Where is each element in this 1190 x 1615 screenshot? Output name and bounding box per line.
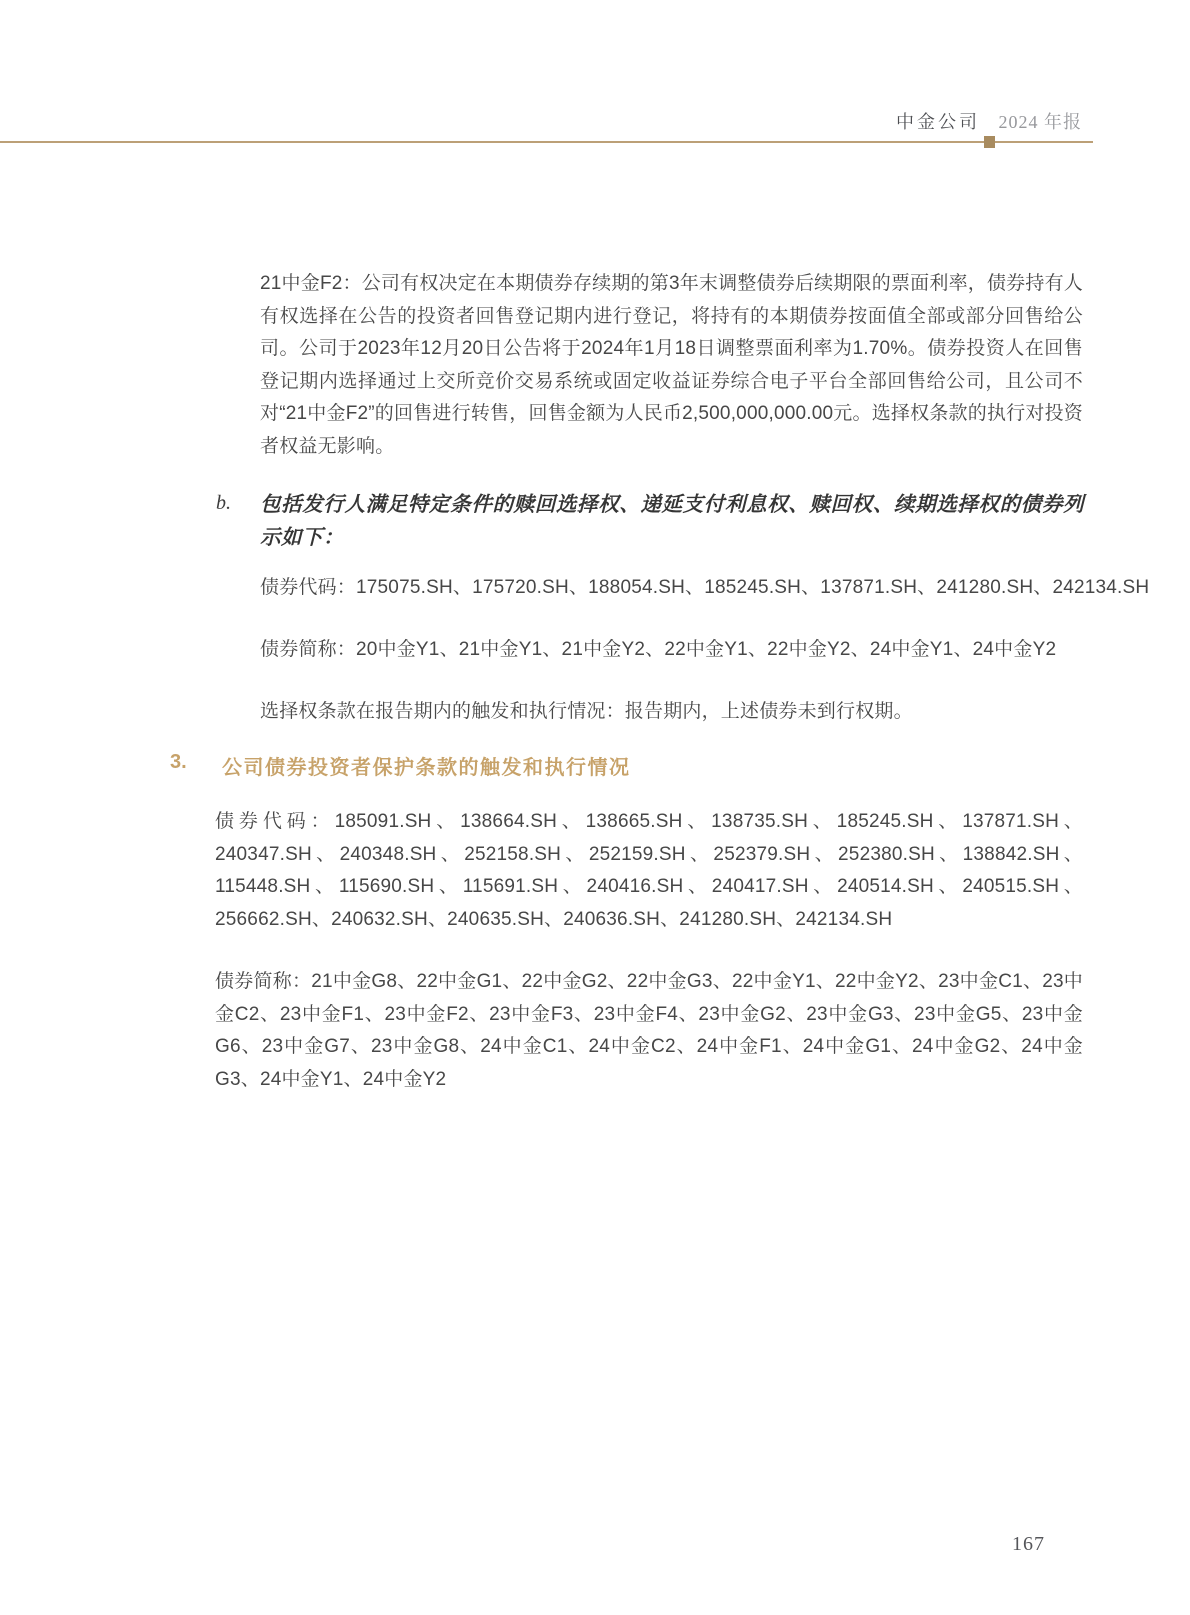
- bond-codes-line-b: 债券代码：175075.SH、175720.SH、188054.SH、185245.SH、137871.SH、241280.SH、242134.SH: [260, 577, 1150, 598]
- page-number: 167: [1012, 1533, 1045, 1555]
- section-3-bond-codes: 债券代码：185091.SH、138664.SH、138665.SH、138735.SH、185245.SH、137871.SH、240347.SH、240348.SH、252158.SH、252159.SH、252379.SH、252380.SH、138842.SH、115448.SH、115690.SH、115691.SH、240416.SH、240417.SH、240514.SH、240515.SH、256662.SH、240632.SH、240635.SH、240636.SH、241280.SH、242134.SH: [215, 811, 1083, 930]
- header-company-name: 中金公司: [896, 112, 980, 132]
- header-divider-rule: [0, 141, 1093, 143]
- bond-names-line-b: 债券简称：20中金Y1、21中金Y1、21中金Y2、22中金Y1、22中金Y2、24中金Y1、24中金Y2: [260, 639, 1057, 660]
- item-b-marker: b.: [216, 492, 231, 514]
- header-rule-square-icon: [984, 136, 995, 148]
- page-header: [896, 108, 1082, 134]
- section-3-number: 3.: [170, 751, 187, 773]
- section-3-bond-names: 债券简称：21中金G8、22中金G1、22中金G2、22中金G3、22中金Y1、22中金Y2、23中金C1、23中金C2、23中金F1、23中金F2、23中金F3、23中金F4、23中金G2、23中金G3、23中金G5、23中金G6、23中金G7、23中金G8、24中金C1、24中金C2、24中金F1、24中金G1、24中金G2、24中金G3、24中金Y1、24中金Y2: [215, 971, 1083, 1090]
- section-3-title: 公司债券投资者保护条款的触发和执行情况: [222, 757, 631, 779]
- paragraph-bond-21cicc-f2: 21中金F2：公司有权决定在本期债券存续期的第3年末调整债券后续期限的票面利率，债券持有人有权选择在公告的投资者回售登记期内进行登记，将持有的本期债券按面值全部或部分回售给公司。公司于2023年12月20日公告将于2024年1月18日调整票面利率为1.70%。债券投资人在回售登记期内选择通过上交所竞价交易系统或固定收益证券综合电子平台全部回售给公司，且公司不对“21中金F2”的回售进行转售，回售金额为人民币2,500,000,000.00元。选择权条款的执行对投资者权益无影响。: [260, 273, 1083, 457]
- header-report-year: 2024 年报: [998, 112, 1082, 132]
- item-b-heading: 包括发行人满足特定条件的赎回选择权、递延支付利息权、赎回权、续期选择权的债券列示如下：: [260, 494, 1084, 549]
- option-trigger-note: 选择权条款在报告期内的触发和执行情况：报告期内，上述债券未到行权期。: [260, 701, 913, 722]
